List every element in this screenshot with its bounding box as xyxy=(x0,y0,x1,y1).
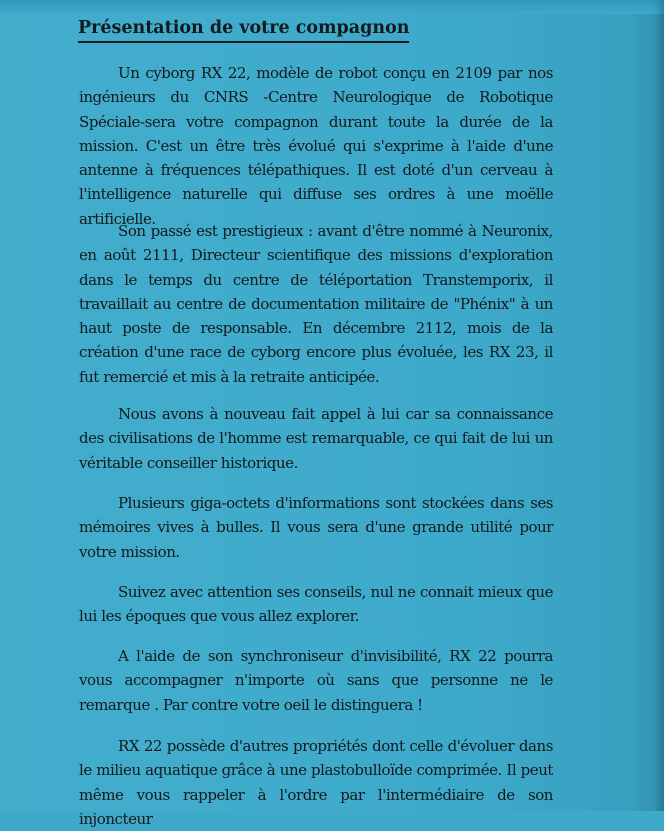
paragraph-3: Nous avons à nouveau fait appel à lui car sa connaissance des civilisations de l'homme est remarquable, ce qui fait de lui un véritable conseiller historique. xyxy=(79,405,553,472)
paragraph-6: A l'aide de son synchroniseur d'invisibilité, RX 22 pourra vous accompagner n'importe où sans que personne ne le remarque . Par contre votre oeil le distinguera ! xyxy=(79,647,553,714)
paragraph-2: Son passé est prestigieux : avant d'être nommé à Neuronix, en août 2111, Directeur scientifique des missions d'exploration dans le temps du centre de téléportation Transtemporix, il travaillait au centre de documentation militaire de "Phénix" à un haut poste de responsable. En décembre 2112, mois de la création d'une race de cyborg encore plus évoluée, les RX 23, il fut remercié et mis à la retraite anticipée. xyxy=(79,222,553,386)
paragraph-1: Un cyborg RX 22, modèle de robot conçu en 2109 par nos ingénieurs du CNRS -Centre Neurologique de Robotique Spéciale-sera votre compagnon durant toute la durée de la mission. C'est un être très évolué qui s'exprime à l'aide d'une antenne à fréquences télépathiques. Il est doté d'un cerveau à l'intelligence naturelle qui diffuse ses ordres à une moëlle artificielle. xyxy=(79,64,553,228)
paragraph-4: Plusieurs giga-octets d'informations sont stockées dans ses mémoires vives à bulles. Il vous sera d'une grande utilité pour votre mission. xyxy=(79,494,553,561)
page-title: Présentation de votre compagnon xyxy=(78,17,409,43)
page-top-edge xyxy=(0,0,664,14)
paragraph-5: Suivez avec attention ses conseils, nul ne connait mieux que lui les époques que vous allez explorer. xyxy=(79,583,553,626)
page-right-edge xyxy=(654,0,664,811)
paragraph-7: RX 22 possède d'autres propriétés dont celle d'évoluer dans le milieu aquatique grâce à une plastobulloïde comprimée. Il peut même vous rappeler à l'ordre par l'intermédiaire de son injoncteur xyxy=(79,737,553,828)
